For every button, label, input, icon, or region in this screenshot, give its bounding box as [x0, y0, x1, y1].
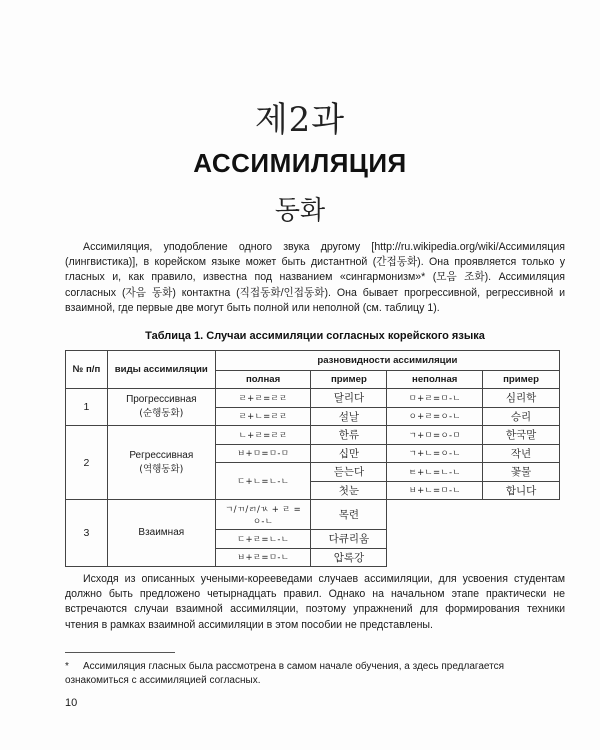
full-rule: ㄴ+ㄹ=ㄹㄹ [215, 426, 311, 445]
table-row [66, 389, 560, 408]
partial-example: 작년 [483, 444, 560, 463]
group-number: 1 [66, 389, 108, 426]
group-name-korean: (순행동화) [139, 408, 184, 419]
partial-rule: ㅁ+ㄹ=ㅁ-ㄴ [387, 389, 483, 408]
partial-rule: ㅂ+ㄴ=ㅁ-ㄴ [387, 481, 483, 500]
full-example: 듣는다 [311, 463, 387, 482]
full-example: 한류 [311, 426, 387, 445]
assimilation-table [65, 350, 560, 567]
header-types: виды ассимиляции [107, 351, 215, 389]
partial-rule: ㄱ+ㄴ=ㅇ-ㄴ [387, 444, 483, 463]
second-paragraph-text: Исходя из описанных учеными-корееведами случаев ассимиляции, для усвоения студентам должно быть предложено четырнадцать правил. Однако на начальном этапе практически не встречаются случаи взаимной ассимиляции, поэтому упражнений для формирования техники чтения в рамках взаимной ассимиляции в этом пособии не представлены. [65, 573, 565, 631]
full-rule: ㄱ/ㄲ/ㄺ/ㄳ + ㄹ = ㅇ-ㄴ [215, 500, 311, 530]
footnote-mark: * [65, 661, 69, 672]
full-rule: ㄹ+ㄴ=ㄹㄹ [215, 407, 311, 426]
partial-example: 한국말 [483, 426, 560, 445]
group-number: 2 [66, 426, 108, 500]
full-example: 설날 [311, 407, 387, 426]
full-example: 달리다 [311, 389, 387, 408]
header-varieties: разновидности ассимиляции [215, 351, 559, 371]
table-caption: Таблица 1. Случаи ассимиляции согласных корейского языка [145, 330, 485, 342]
header-full: полная [215, 371, 311, 389]
full-example: 압록강 [311, 548, 387, 567]
header-example: пример [311, 371, 387, 389]
group-name: Регрессивная [129, 449, 194, 461]
group-name: Взаимная [138, 527, 185, 538]
empty-cell [387, 500, 560, 567]
full-example: 첫눈 [311, 481, 387, 500]
group-number: 3 [66, 500, 108, 567]
group-name-cell [107, 500, 215, 567]
lesson-number: 제2과 [254, 100, 346, 140]
full-rule: ㄹ+ㄹ=ㄹㄹ [215, 389, 311, 408]
group-name-cell [107, 426, 215, 500]
intro-paragraph [65, 240, 565, 316]
full-rule: ㅂ+ㄹ=ㅁ-ㄴ [215, 548, 311, 567]
full-example: 다큐리움 [311, 530, 387, 549]
page-number: 10 [65, 697, 78, 709]
partial-rule: ㅇ+ㄹ=ㅇ-ㄴ [387, 407, 483, 426]
partial-example: 합니다 [483, 481, 560, 500]
header-example-2: пример [483, 371, 560, 389]
intro-text: Ассимиляция, уподобление одного звука другому [http://ru.wikipedia.org/wiki/Ассимиляция (лингвистика)], в корейском языке может быть дистантной (간접동화). Она проявляется только у гласных и, как правило, известна под названием «сингармонизм»* (모음 조화). Ассимиляция согласных (자음 동화) контактна (직접동화/인접동화). Она бывает прогрессивной, регрессивной и взаимной, где первые две могут быть полной или неполной (см. таблицу 1). [65, 241, 565, 314]
partial-rule: ㅌ+ㄴ=ㄴ-ㄴ [387, 463, 483, 482]
partial-rule: ㄱ+ㅁ=ㅇ-ㅁ [387, 426, 483, 445]
full-example: 목련 [311, 500, 387, 530]
full-example: 십만 [311, 444, 387, 463]
partial-example: 꽃물 [483, 463, 560, 482]
page-title: АССИМИЛЯЦИЯ [193, 148, 407, 178]
page-subtitle-korean: 동화 [274, 196, 326, 226]
partial-example: 승리 [483, 407, 560, 426]
full-rule: ㄷ+ㄴ=ㄴ-ㄴ [215, 463, 311, 500]
footnote-text: Ассимиляция гласных была рассмотрена в самом начале обучения, а здесь предлагается ознакомиться с ассимиляцией согласных. [65, 661, 504, 686]
table-row [66, 426, 560, 445]
footnote-divider [65, 652, 175, 653]
table-row [66, 500, 560, 530]
second-paragraph [65, 572, 565, 633]
group-name-korean: (역행동화) [139, 463, 184, 475]
full-rule: ㄷ+ㄹ=ㄴ-ㄴ [215, 530, 311, 549]
header-partial: неполная [387, 371, 483, 389]
footnote [65, 660, 565, 688]
header-num: № п/п [66, 351, 108, 389]
full-rule: ㅂ+ㅁ=ㅁ-ㅁ [215, 444, 311, 463]
partial-example: 심리학 [483, 389, 560, 408]
group-name: Прогрессивная [126, 394, 197, 405]
group-name-cell [107, 389, 215, 426]
